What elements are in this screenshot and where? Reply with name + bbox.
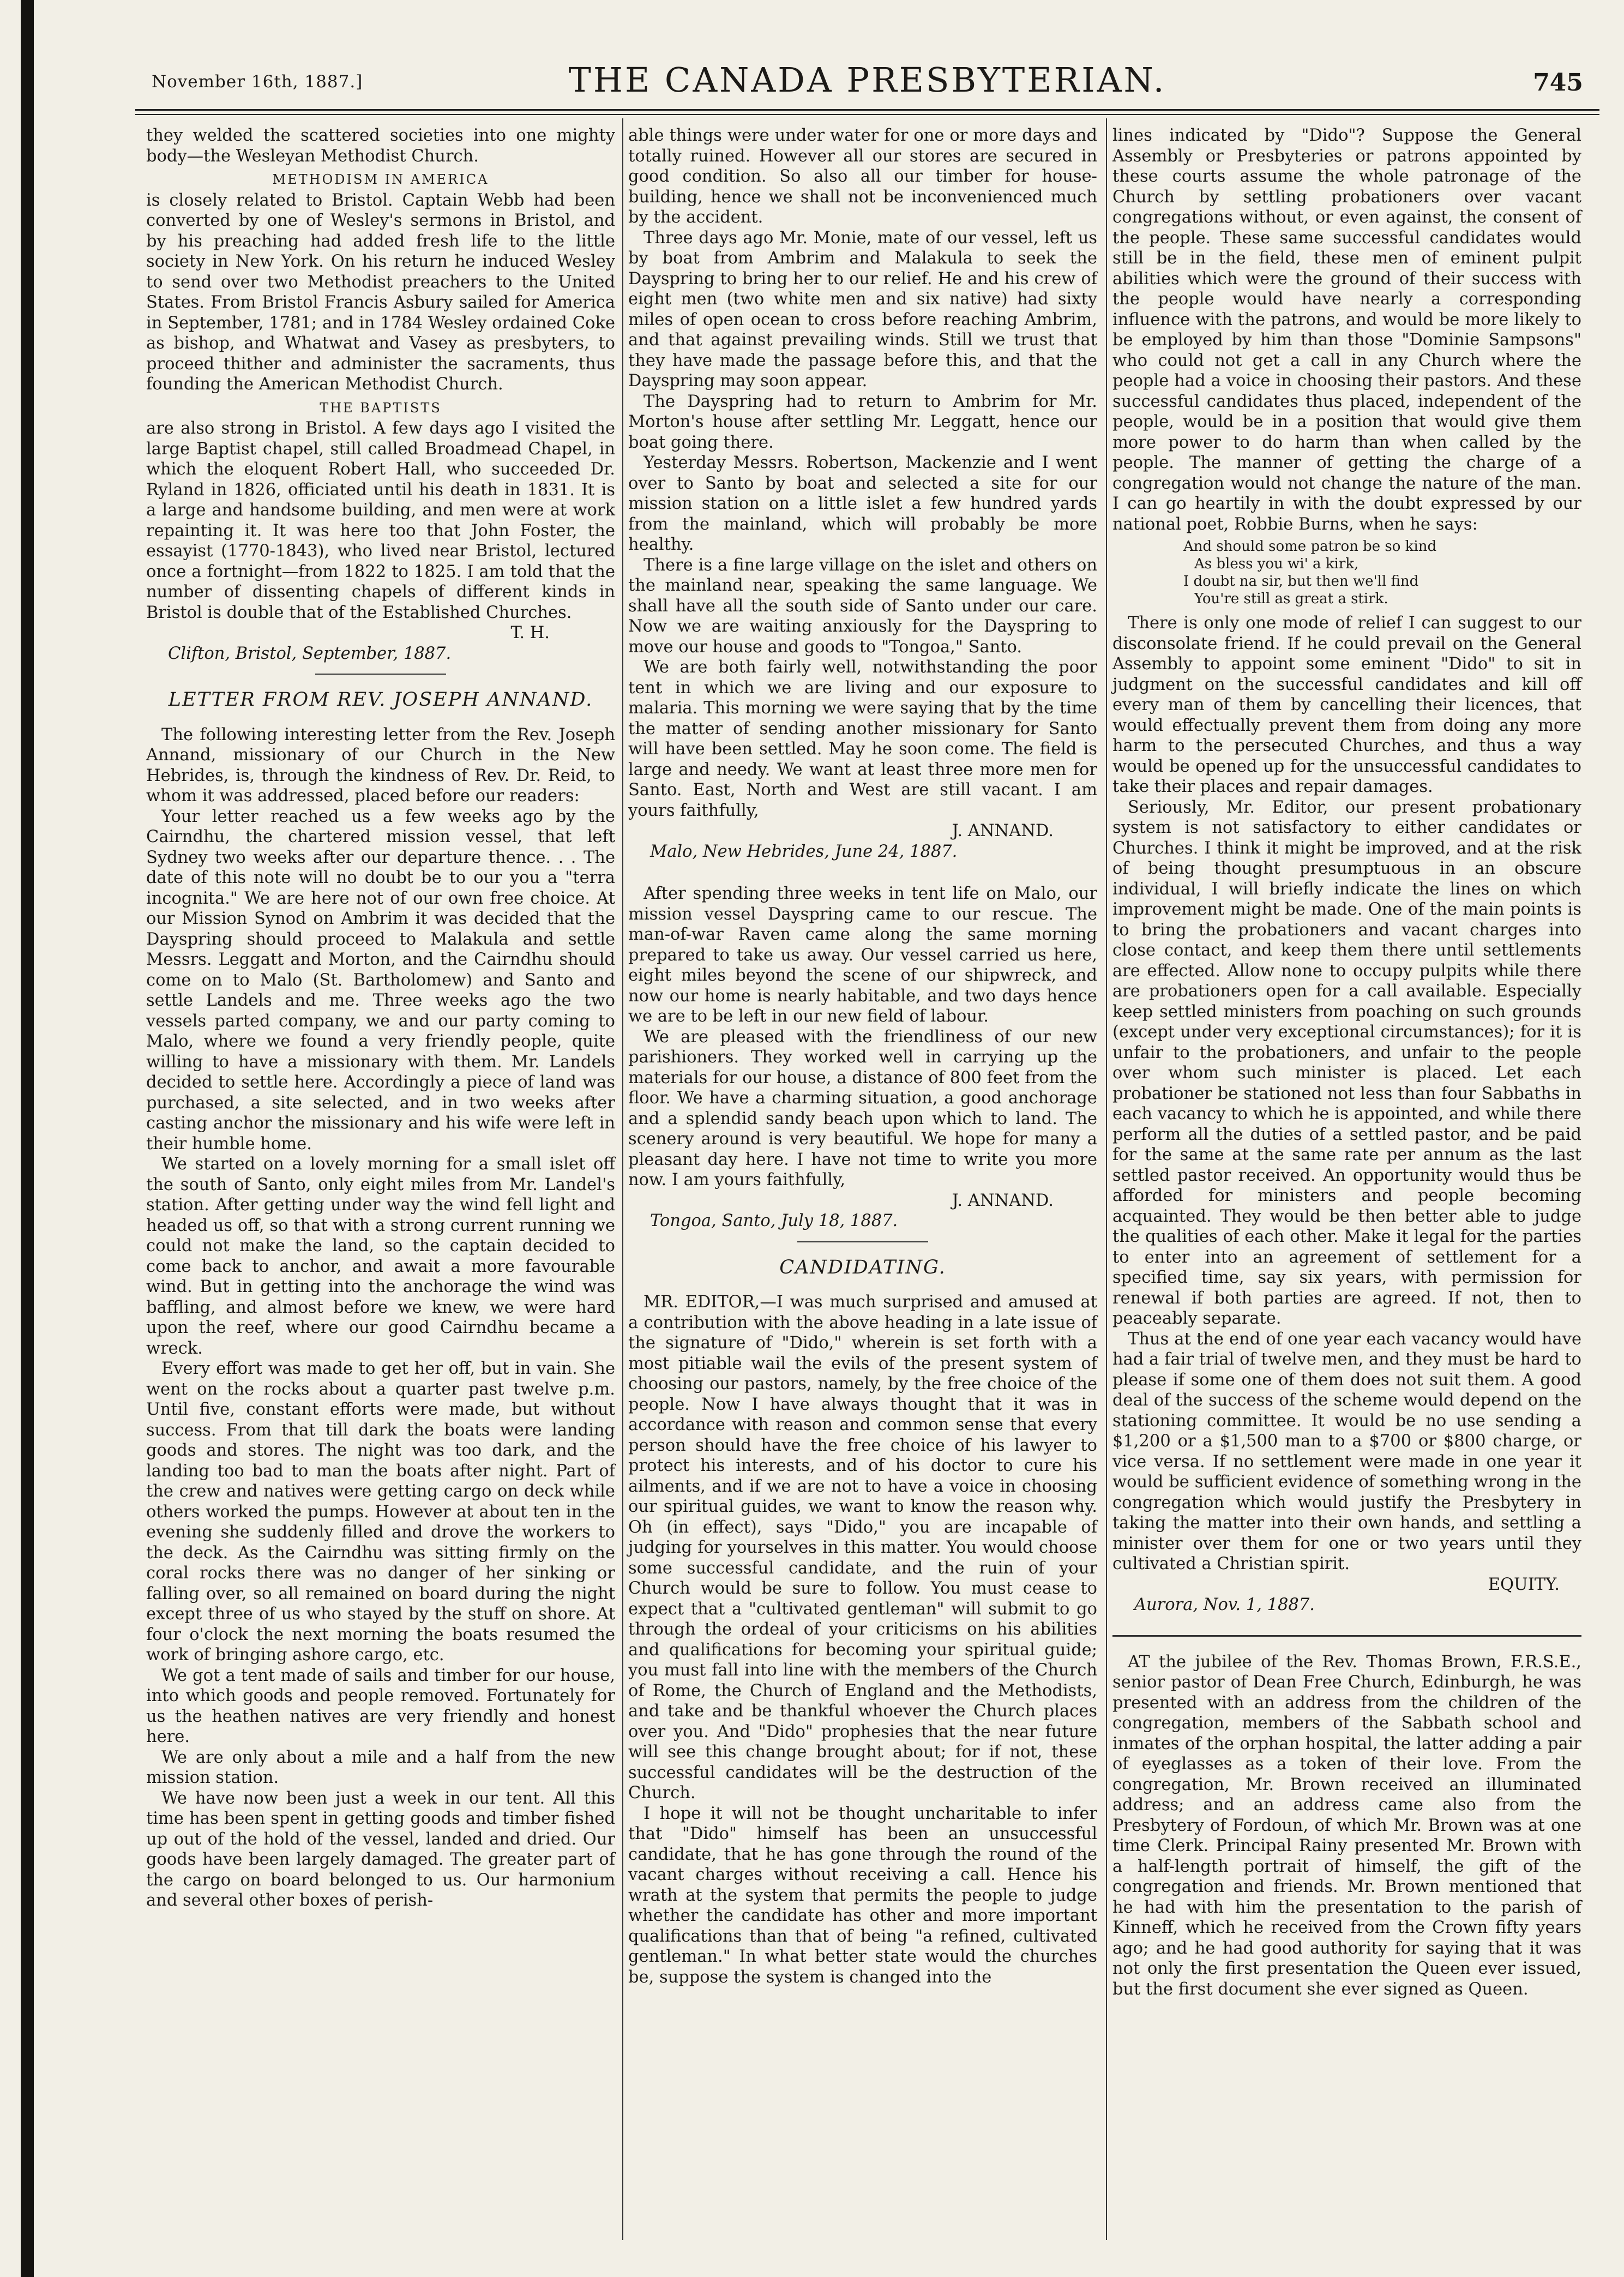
- dateline: Aurora, Nov. 1, 1887.: [1134, 1595, 1315, 1614]
- paragraph: We are only about a mile and a half from the new mission station.: [146, 1747, 615, 1787]
- column-left: [146, 125, 615, 1911]
- paragraph: Thus at the end of one year each vacancy would have had a fair trial of twelve men, and they must be hard to please if some one of them does not suit them. A good deal of the success of the scheme would depend on the stationing committee. It would be no use sending a $1,200 or a $1,500 man to a $700 or $800 charge, or vice versa. If no settlement were made in one year it would be sufficient evidence of something wrong in the congregation which would justify the Presbytery in taking the matter into their own hands, and settling a minister over them for one or two years until they cultivated a Christian spirit.: [1112, 1329, 1581, 1573]
- newspaper-page: [135, 50, 1599, 2248]
- dateline: Tongoa, Santo, July 18, 1887.: [650, 1211, 898, 1230]
- paragraph: they welded the scattered societies into one mighty body—the Wesleyan Methodist Church.: [146, 126, 615, 166]
- paragraph: Three days ago Mr. Monie, mate of our vessel, left us by boat from Ambrim and Malakula to seek the Dayspring to bring her to our relief. He and his crew of eight men (two white men and six native) had sixty miles of open ocean to cross before reaching Ambrim, and that against prevailing winds. Still we trust that they have made the passage before this, and that the Dayspring may soon appear.: [628, 228, 1097, 390]
- paragraph: MR. EDITOR,—I was much surprised and amused at a contribution with the above heading in a late issue of the signature of "Dido," wherein is set forth with a most pitiable wail the evils of the present system of choosing our pastors, namely, by the free choice of the people. Now I have always thought that it was in accordance with reason and common sense that every person should have the free choice of his lawyer to protect his interests, and of his doctor to cure his ailments, and if we are not to have a voice in choosing our spiritual guides, we want to know the reason why. Oh (in effect), says "Dido," you are incapable of judging for yourselves in this matter. You would choose some successful candidate, and the ruin of your Church would be sure to follow. You must cease to expect that a "cultivated gentleman" will submit to go through the ordeal of your criticisms on his abilities and qualifications for becoming your spiritual guide; you must fall into line with the members of the Church of Rome, the Church of England and the Methodists, and take and be thankful whoever the Church places over you. And "Dido" prophesies that the near future will see this change brought about; for if not, these successful candidates will be the destruction of the Church.: [628, 1293, 1097, 1803]
- column-middle: [628, 125, 1097, 1987]
- article-heading: LETTER FROM REV. JOSEPH ANNAND.: [168, 689, 593, 711]
- paragraph: I hope it will not be thought uncharitable to infer that "Dido" himself has been an unsuccessful candidate, that he has gone through the round of the vacant charges without receiving a call. Hence his wrath at the system that permits the people to judge whether the candidate has other and more important qualifications than that of being "a refined, cultivated gentleman." In what better state would the churches be, suppose the system is changed into the: [628, 1804, 1097, 1987]
- column-right: [1112, 125, 1581, 1999]
- author-initials: T. H.: [510, 623, 550, 642]
- dateline: Malo, New Hebrides, June 24, 1887.: [650, 842, 958, 861]
- paragraph: There is only one mode of relief I can suggest to our disconsolate friend. If he could prevail on the General Assembly to appoint some eminent "Dido" to sit in judgment on the successful candidates and kill off every man of them by cancelling their licences, that would effectually prevent them from doing any more harm to the persecuted Churches, and thus a way would be opened up for the unsuccessful candidates to take their places and repair damages.: [1112, 614, 1581, 796]
- paragraph: Seriously, Mr. Editor, our present probationary system is not satisfactory to either candidates or Churches. I think it might be improved, and at the risk of being thought presumptuous in an obscure individual, I will briefly indicate the lines on which improvement might be made. One of the main points is to bring the probationers and vacant charges into close contact, and keep them there until settlements are effected. Allow none to occupy pulpits while there are probationers open for a call available. Especially keep settled ministers from poaching on such grounds (except under very exceptional circumstances); for it is unfair to the probationers, and unfair to the people over whom such minister is placed. Let each probationer be stationed not less than four Sabbaths in each vacancy to which he is appointed, and while there perform all the duties of a settled pastor, and be paid for the same at the same rate per annum as the last settled pastor received. An opportunity would thus be afforded for ministers and people becoming acquainted. They would be then better able to judge the qualities of each other. Make it legal for the parties to enter into an agreement of settlement for a specified time, say six years, with permission for renewal if both parties are agreed. If not, then to peaceably separate.: [1112, 797, 1581, 1328]
- article-heading: CANDIDATING.: [779, 1256, 946, 1278]
- paragraph: We have now been just a week in our tent. All this time has been spent in getting goods and timber fished up out of the hold of the vessel, landed and dried. Our goods have been largely damaged. The greater part of the cargo on board belonged to us. Our harmonium and several other boxes of perish-: [146, 1788, 615, 1910]
- poem-line: I doubt na sir, but then we'll find: [1183, 573, 1419, 590]
- paragraph: Yesterday Messrs. Robertson, Mackenzie and I went over to Santo by boat and selected a site for our mission station on a little islet a few hundred yards from the mainland, which will probably be more healthy.: [628, 453, 1097, 554]
- paragraph: We got a tent made of sails and timber for our house, into which goods and people removed. Fortunately for us the heathen natives are very friendly and honest here.: [146, 1666, 615, 1746]
- paragraph: able things were under water for one or more days and totally ruined. However all our stores are secured in good condition. So also all our timber for house-building, hence we shall not be inconvenienced much by the accident.: [628, 126, 1097, 227]
- paragraph: We started on a lovely morning for a small islet off the south of Santo, only eight miles from Mr. Landel's station. After getting under way the wind fell light and headed us off, so that with a strong current running we could not make the land, so the captain decided to come back to anchor, and await a more favourable wind. But in getting into the anchorage the wind was baffling, and almost before we knew, we were hard upon the reef, where our good Cairndhu became a wreck.: [146, 1155, 615, 1358]
- poem-quote: [1183, 538, 1581, 608]
- page-margin-rule: [21, 0, 34, 2277]
- paragraph: are also strong in Bristol. A few days ago I visited the large Baptist chapel, still called Broadmead Chapel, in which the eloquent Robert Hall, who succeeded Dr. Ryland in 1826, officiated until his death in 1831. It is a large and handsome building, and men were at work repainting it. It was here too that John Foster, the essayist (1770-1843), who lived near Bristol, lectured once a fortnight—from 1822 to 1825. I am told that the number of dissenting chapels of different kinds in Bristol is double that of the Established Churches.: [146, 419, 615, 622]
- subheading-methodism: METHODISM IN AMERICA: [272, 172, 489, 187]
- paragraph: Your letter reached us a few weeks ago by the Cairndhu, the chartered mission vessel, that left Sydney two weeks after our departure thence. . . The date of this note will no doubt be to our you a "terra incognita." We are here not of our own free choice. At our Mission Synod on Ambrim it was decided that the Dayspring should proceed to Malakula and settle Messrs. Leggatt and Morton, and the Cairndhu should come on to Malo (St. Bartholomew) and Santo and settle Landels and me. Three weeks ago the two vessels parted company, we and our party coming to Malo, where we found a very friendly people, quite willing to have a missionary with them. Mr. Landels decided to settle here. Accordingly a piece of land was purchased, a site selected, and in two weeks after casting anchor the missionary and his wife were left in their humble home.: [146, 807, 615, 1153]
- column-divider: [622, 118, 623, 2240]
- header-rule: [135, 109, 1599, 115]
- paragraph: There is a fine large village on the islet and others on the mainland near, speaking the same language. We shall have all the south side of Santo under our care. Now we are waiting anxiously for the Dayspring to move our house and goods to "Tongoa," Santo.: [628, 555, 1097, 657]
- section-divider: [315, 674, 446, 675]
- publication-title: THE CANADA PRESBYTERIAN.: [568, 60, 1166, 100]
- paragraph: We are pleased with the friendliness of our new parishioners. They worked well in carrying up the materials for our house, a distance of 800 feet from the floor. We have a charming situation, a good anchorage and a splendid sandy beach upon which to land. The scenery around is very beautiful. We hope for many a pleasant day here. I have not time to write you more now. I am yours faithfully,: [628, 1027, 1097, 1189]
- section-divider: [797, 1241, 928, 1242]
- dateline: Clifton, Bristol, September, 1887.: [168, 644, 452, 663]
- paragraph: AT the jubilee of the Rev. Thomas Brown, F.R.S.E., senior pastor of Dean Free Church, Edinburgh, he was presented with an address from the children of the congregation, members of the Sabbath school and inmates of the orphan hospital, the latter adding a pair of eyeglasses as a token of their love. From the congregation, Mr. Brown received an illuminated address; and an address came also from the Presbytery of Fordoun, of which Mr. Brown was at one time Clerk. Principal Rainy presented Mr. Brown with a half-length portrait of himself, the gift of the congregation and friends. Mr. Brown mentioned that he had with him the presentation to the parish of Kinneff, which he received from the Crown fifty years ago; and he had good authority for saying that it was not only the first presentation the Queen ever issued, but the first document she ever signed as Queen.: [1112, 1652, 1581, 1999]
- paragraph: The following interesting letter from the Rev. Joseph Annand, missionary of our Church in the New Hebrides, is, through the kindness of Rev. Dr. Reid, to whom it was addressed, placed before our readers:: [146, 725, 615, 806]
- issue-date: November 16th, 1887.]: [152, 72, 363, 92]
- subheading-baptists: THE BAPTISTS: [320, 400, 442, 416]
- signature: J. ANNAND.: [952, 821, 1054, 840]
- page-header: [135, 50, 1599, 110]
- page-number: 745: [1533, 69, 1583, 97]
- column-divider: [1106, 118, 1107, 2240]
- paragraph: lines indicated by "Dido"? Suppose the General Assembly or Presbyteries or patrons appointed by these courts assume the whole patronage of the Church by settling probationers over vacant congregations without, or even against, the consent of the people. These same successful candidates would still be in the field, these men of eminent pulpit abilities which were the ground of their success with the people would have nearly a corresponding influence with the patrons, and would be more likely to be employed by him than those "Dominie Sampsons" who could not get a call in any Church where the people had a voice in choosing their pastors. And these successful candidates thus placed, independent of the people, would be in a position that would give them more power to do harm than when called by the people. The manner of getting the charge of a congregation would not change the nature of the man. I can go heartily in with the doubt expressed by our national poet, Robbie Burns, when he says:: [1112, 126, 1581, 534]
- paragraph: We are both fairly well, notwithstanding the poor tent in which we are living and our exposure to malaria. This morning we were saying that by the time the matter of sending another missionary for Santo will have been settled. May he soon come. The field is large and needy. We want at least three more men for Santo. East, North and West are still vacant. I am yours faithfully,: [628, 658, 1097, 820]
- section-divider: [1112, 1635, 1581, 1637]
- paragraph: After spending three weeks in tent life on Malo, our mission vessel Dayspring came to our rescue. The man-of-war Raven came along the same morning prepared to take us away. Our vessel carried us here, eight miles beyond the scene of our shipwreck, and now our home is nearly habitable, and two days hence we are to be left in our new field of labour.: [628, 884, 1097, 1026]
- paragraph: Every effort was made to get her off, but in vain. She went on the rocks about a quarter past twelve p.m. Until five, constant efforts were made, but without success. From that till dark the boats were landing goods and stores. The night was too dark, and the landing too bad to man the boats after night. Part of the crew and natives were getting cargo on deck while others worked the pumps. However at about ten in the evening she suddenly filled and drove the workers to the deck. As the Cairndhu was sitting firmly on the coral rocks there was no danger of her sinking or falling over, so all remained on board during the night except three of us who stayed by the stuff on shore. At four o'clock the next morning the boats resumed the work of bringing ashore cargo, etc.: [146, 1359, 615, 1665]
- paragraph: is closely related to Bristol. Captain Webb had been converted by one of Wesley's sermons in Bristol, and by his preaching had added fresh life to the little society in New York. On his return he induced Wesley to send over two Methodist preachers to the United States. From Bristol Francis Asbury sailed for America in September, 1781; and in 1784 Wesley ordained Coke as bishop, and Whatwat and Vasey as presbyters, to proceed thither and administer the sacraments, thus founding the American Methodist Church.: [146, 190, 615, 394]
- poem-line: And should some patron be so kind: [1183, 538, 1437, 555]
- poem-line: You're still as great a stirk.: [1194, 591, 1388, 607]
- poem-line: As bless you wi' a kirk,: [1194, 556, 1359, 572]
- signature: J. ANNAND.: [952, 1191, 1054, 1210]
- paragraph: The Dayspring had to return to Ambrim for Mr. Morton's house after settling Mr. Leggatt, hence our boat going there.: [628, 392, 1097, 452]
- signature: EQUITY.: [1488, 1575, 1560, 1594]
